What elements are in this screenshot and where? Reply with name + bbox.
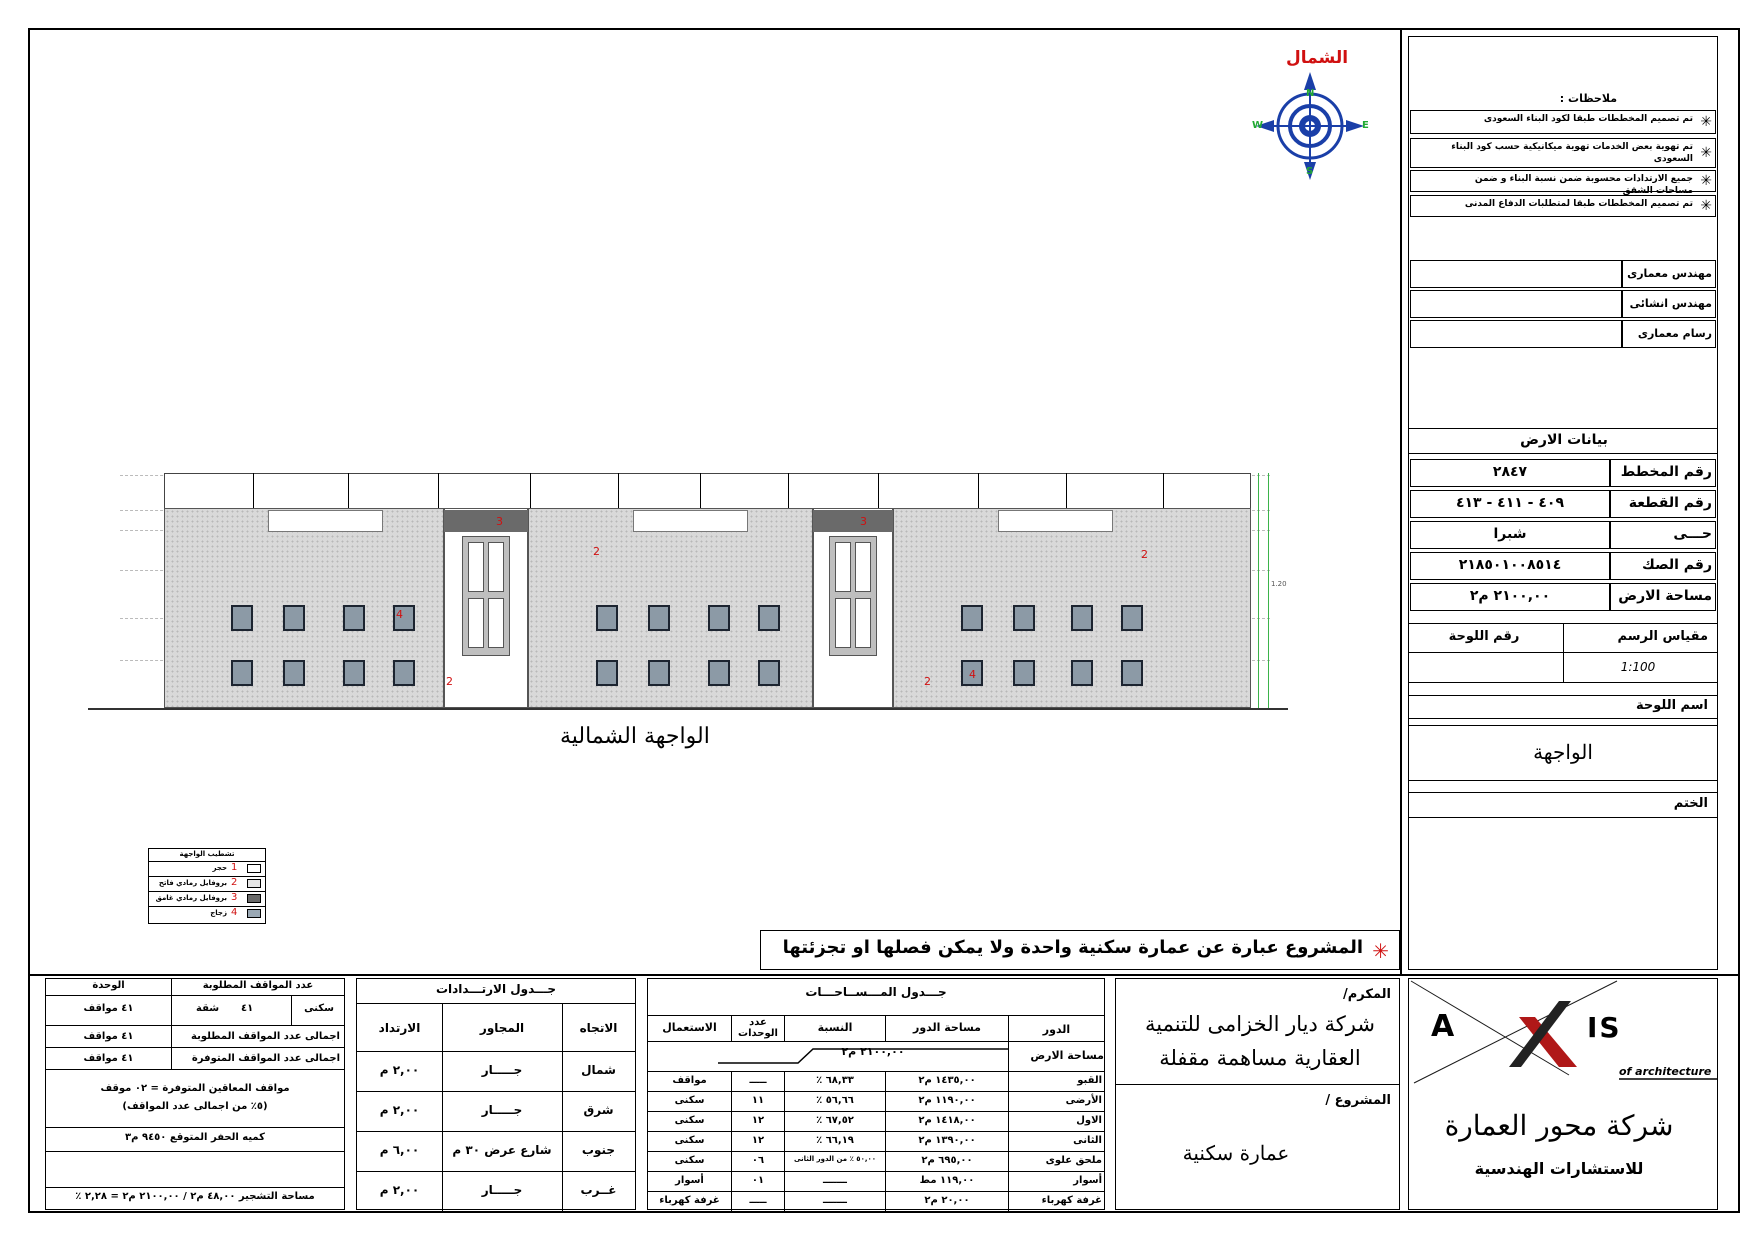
- notes-title: ملاحظات :: [1559, 92, 1617, 105]
- area-ratio: ٦٦,١٩ ٪: [816, 1135, 854, 1146]
- setbacks-table: جـــدول الارتـــدادات الارتداد المجاور الاتجاه ٢,٠٠ م جـــــار شمال ٢,٠٠ م جـــــار شرق ٦,٠٠ م شارع عرض ٣٠ م جنوب ٢,٠٠ م جـــــار غــرب: [356, 978, 636, 1210]
- land-value: ٤٠٩ - ٤١١ - ٤١٣: [1455, 495, 1565, 511]
- legend-num: 4: [231, 907, 238, 918]
- area-ratio: ـــــــ: [823, 1175, 847, 1186]
- land-label: رقم القطعة: [1628, 495, 1712, 511]
- legend-label: حجر: [212, 864, 227, 872]
- elevation-title: الواجهة الشمالية: [560, 724, 710, 749]
- areas-title: جـــدول المـــســاحـــات: [805, 985, 947, 999]
- window: [1013, 660, 1035, 686]
- legend-swatch: [247, 909, 261, 918]
- logo-a: A: [1431, 1009, 1455, 1044]
- tag-stone: 2: [593, 545, 600, 558]
- area-units: ١١: [751, 1095, 765, 1106]
- window: [343, 605, 365, 631]
- land-title-box: [1408, 428, 1718, 454]
- engineer-value-field[interactable]: [1410, 320, 1622, 348]
- logo-x: [1521, 1007, 1522, 1008]
- window: [596, 660, 618, 686]
- setback-neighbor: شارع عرض ٣٠ م: [452, 1143, 552, 1157]
- setback-value: ٢,٠٠ م: [379, 1063, 420, 1077]
- logo-is: IS: [1587, 1011, 1622, 1044]
- window: [1071, 660, 1093, 686]
- areas-table: جـــدول المـــســاحـــات الاستعمال عدد الوحدات النسبة مساحة الدور الدور مساحة الارض ٢١٠٠,٠٠ م٢ مواقف ـــــ ٦٨,٣٣ ٪ ١٤٣٥,٠٠ م٢ القبو سكنى ١١ ٥٦,٦٦ ٪ ١١٩٠,٠٠ م٢ الأرضى سكنى ١٢ ٦٧,٥٢ ٪ ١٤١٨,٠٠ م٢ الاول سكنى ١٢ ٦٦,١٩ ٪ ١٣٩٠,٠٠ م٢ الثانى سكنى ٠٦ ٥٠,٠٠ ٪ من الدور الثانى ٦٩٥,٠٠ م٢ ملحق علوى أسوار ٠١ ـــــــ ١١٩,٠٠ مط أسوار غرفة كهرباء ـــــ ـــــــ ٢٠,٠٠ م٢ غرفة كهرباء: [647, 978, 1105, 1210]
- land-value: ٢٨٤٧: [1492, 464, 1528, 480]
- frame-divider: [1400, 28, 1402, 974]
- legend-label: زجاج: [210, 909, 227, 917]
- area-units: ٠١: [751, 1175, 765, 1186]
- compass-w: W: [1252, 120, 1264, 131]
- window: [648, 605, 670, 631]
- scale-label: مقياس الرسم: [1617, 629, 1708, 644]
- window: [596, 605, 618, 631]
- firm-subtitle: للاستشارات الهندسية: [1474, 1159, 1644, 1178]
- legend-num: 1: [231, 862, 238, 873]
- setback-neighbor: جـــــار: [481, 1063, 523, 1077]
- note-item: [1410, 195, 1716, 217]
- sheet-no-label: رقم اللوحة: [1448, 629, 1520, 644]
- parapet: [164, 473, 1251, 511]
- land-value: ٢١٨٥٠١٠٠٨٥١٤: [1458, 557, 1562, 573]
- area-area: ١٤٣٥,٠٠ م٢: [918, 1075, 976, 1086]
- north-compass: [1248, 48, 1373, 188]
- area-ratio: ٦٧,٥٢ ٪: [816, 1115, 854, 1126]
- area-area: ١١٩,٠٠ مط: [919, 1175, 975, 1186]
- area-units: ١٢: [751, 1135, 765, 1146]
- window: [961, 605, 983, 631]
- area-floor: ملحق علوى: [1045, 1155, 1102, 1166]
- land-label: مساحة الارض: [1618, 588, 1712, 604]
- parking-table: الوحدة عدد المواقف المطلوبة ٤١ مواقف ٤١ شقة سكنى ٤١ مواقف اجمالى عدد المواقف المطلوبة ٤١ مواقف اجمالى عدد المواقف المتوفرة مواقف المعاقين المتوفرة = ٠٢ موقف (٥٪ من اجمالى عدد المواقف) كميه الحفر المتوقع ٩٤٥٠ م٣ مساحة التشجير ٤٨,٠٠ م٢ / ٢١٠٠,٠٠ م٢ = ٢,٢٨ ٪: [45, 978, 345, 1210]
- tag-stone: 2: [924, 675, 931, 688]
- engineer-value-field[interactable]: [1410, 260, 1622, 288]
- tag-glass: 4: [969, 668, 976, 681]
- area-ratio: ـــــــ: [823, 1195, 847, 1206]
- window: [1013, 605, 1035, 631]
- area-use: سكنى: [674, 1135, 705, 1146]
- window: [1121, 660, 1143, 686]
- tag-stone: 2: [446, 675, 453, 688]
- compass-n: N: [1306, 88, 1315, 99]
- window: [231, 660, 253, 686]
- area-use: سكنى: [674, 1115, 705, 1126]
- logo-subtitle: of architecture: [1619, 1065, 1712, 1078]
- sheet-name: الواجهة: [1533, 740, 1593, 764]
- engineer-label: مهندس انشائى: [1629, 297, 1712, 310]
- note-text: جميع الارتدادات محسوبة ضمن نسبة البناء و ضمن مساحات الشقق: [1474, 174, 1693, 196]
- project-name: عمارة سكنية: [1182, 1141, 1290, 1165]
- facade-legend: [148, 848, 266, 924]
- land-label: رقم المخطط: [1620, 464, 1712, 480]
- setback-value: ٢,٠٠ م: [379, 1103, 420, 1117]
- area-floor: الثانى: [1073, 1135, 1102, 1146]
- area-area: ١١٩٠,٠٠ م٢: [918, 1095, 976, 1106]
- sheet-name-label: اسم اللوحة: [1635, 698, 1708, 713]
- window: [1071, 605, 1093, 631]
- area-floor: الاول: [1076, 1115, 1102, 1126]
- note-text: تم تصميم المخططات طبقا لكود البناء السعودى: [1483, 114, 1693, 124]
- area-area: ١٤١٨,٠٠ م٢: [918, 1115, 976, 1126]
- area-use: أسوار: [675, 1175, 704, 1186]
- asterisk-icon: ✳: [1700, 173, 1712, 189]
- setback-direction: شرق: [583, 1103, 614, 1117]
- note-item: [1410, 138, 1716, 168]
- client-box: المكرم/ شركة ديار الخزامى للتنمية العقارية مساهمة مقفلة المشروع / عمارة سكنية: [1115, 978, 1400, 1210]
- window: [1121, 605, 1143, 631]
- window: [708, 660, 730, 686]
- area-ratio: ٥٦,٦٦ ٪: [816, 1095, 854, 1106]
- asterisk-icon: ✳: [1700, 114, 1712, 130]
- legend-swatch: [247, 879, 261, 888]
- legend-title: تشطيب الواجهة: [179, 850, 235, 858]
- area-floor: الأرضى: [1065, 1095, 1102, 1106]
- window: [648, 660, 670, 686]
- area-area: ٦٩٥,٠٠ م٢: [921, 1155, 973, 1166]
- scale-value: 1:100: [1620, 660, 1656, 674]
- land-label: حـــى: [1673, 526, 1712, 542]
- note-text: تم تصميم المخططات طبقا لمتطلبات الدفاع المدنى: [1464, 199, 1693, 209]
- engineer-label: رسام معمارى: [1637, 327, 1712, 340]
- client-name: شركة ديار الخزامى للتنمية العقارية مساهمة مقفلة: [1145, 1012, 1375, 1070]
- area-ratio: ٦٨,٣٣ ٪: [816, 1075, 854, 1086]
- project-note: [760, 930, 1400, 970]
- setback-direction: جنوب: [581, 1143, 616, 1157]
- area-units: ٠٦: [751, 1155, 765, 1166]
- area-area: ١٣٩٠,٠٠ م٢: [918, 1135, 976, 1146]
- setback-value: ٢,٠٠ م: [379, 1183, 420, 1197]
- area-use: غرفة كهرباء: [659, 1195, 720, 1206]
- window: [283, 660, 305, 686]
- area-use: سكنى: [674, 1155, 705, 1166]
- north-label: الشمال: [1286, 48, 1349, 68]
- area-units: ـــــ: [749, 1195, 767, 1206]
- stamp-label: الختم: [1673, 796, 1708, 811]
- setback-neighbor: جـــــار: [481, 1103, 523, 1117]
- engineer-label: مهندس معمارى: [1627, 267, 1712, 280]
- window: [393, 660, 415, 686]
- legend-swatch: [247, 864, 261, 873]
- legend-label: بروفايل رمادي فاتح: [158, 879, 227, 887]
- setback-direction: غــرب: [580, 1183, 617, 1197]
- land-value: شبرا: [1493, 526, 1527, 542]
- note-text: تم تهوية بعض الخدمات تهوية ميكانيكية حسب كود البناء السعودى: [1451, 142, 1693, 164]
- asterisk-icon: ✳: [1700, 198, 1712, 214]
- legend-num: 2: [231, 877, 238, 888]
- legend-label: بروفايل رمادي غامق: [155, 894, 227, 902]
- compass-s: S: [1306, 166, 1314, 177]
- dimension-text: 1.20: [1271, 580, 1287, 588]
- area-use: مواقف: [672, 1075, 707, 1086]
- tag-glass: 4: [396, 608, 403, 621]
- legend-num: 3: [231, 892, 238, 903]
- legend-swatch: [247, 894, 261, 903]
- area-floor: أسوار: [1073, 1175, 1102, 1186]
- firm-box: [1408, 978, 1718, 1210]
- area-floor: القبو: [1077, 1075, 1102, 1086]
- area-units: ١٢: [751, 1115, 765, 1126]
- north-elevation: 3 3 2 2 2 2 4 4 1.20: [88, 470, 1288, 715]
- setback-neighbor: جـــــار: [481, 1183, 523, 1197]
- setback-value: ٦,٠٠ م: [379, 1143, 420, 1157]
- star-icon: ✳: [1372, 939, 1389, 963]
- area-ratio: ٥٠,٠٠ ٪ من الدور الثانى: [793, 1155, 877, 1163]
- area-floor: غرفة كهرباء: [1041, 1195, 1102, 1206]
- window: [708, 605, 730, 631]
- compass-e: E: [1362, 120, 1369, 131]
- window: [283, 605, 305, 631]
- tag-stone: 2: [1141, 548, 1148, 561]
- window: [231, 605, 253, 631]
- setback-direction: شمال: [581, 1063, 616, 1077]
- ground-line: [88, 708, 1288, 710]
- area-use: سكنى: [674, 1095, 705, 1106]
- setbacks-title: جـــدول الارتـــدادات: [435, 982, 557, 996]
- window: [758, 605, 780, 631]
- note-item: [1410, 170, 1716, 196]
- note-text: المشروع عبارة عن عمارة سكنية واحدة ولا يمكن فصلها او تجزئتها: [782, 937, 1363, 958]
- firm-name: شركة محور العمارة: [1444, 1109, 1674, 1142]
- window: [343, 660, 365, 686]
- area-units: ـــــ: [749, 1075, 767, 1086]
- engineer-value-field[interactable]: [1410, 290, 1622, 318]
- asterisk-icon: ✳: [1700, 145, 1712, 161]
- window: [758, 660, 780, 686]
- land-label: رقم الصك: [1642, 557, 1712, 573]
- land-value: ٢١٠٠,٠٠ م٢: [1469, 588, 1551, 604]
- area-area: ٢٠,٠٠ م٢: [924, 1195, 970, 1206]
- note-item: [1410, 110, 1716, 134]
- land-title: بيانات الارض: [1520, 432, 1608, 448]
